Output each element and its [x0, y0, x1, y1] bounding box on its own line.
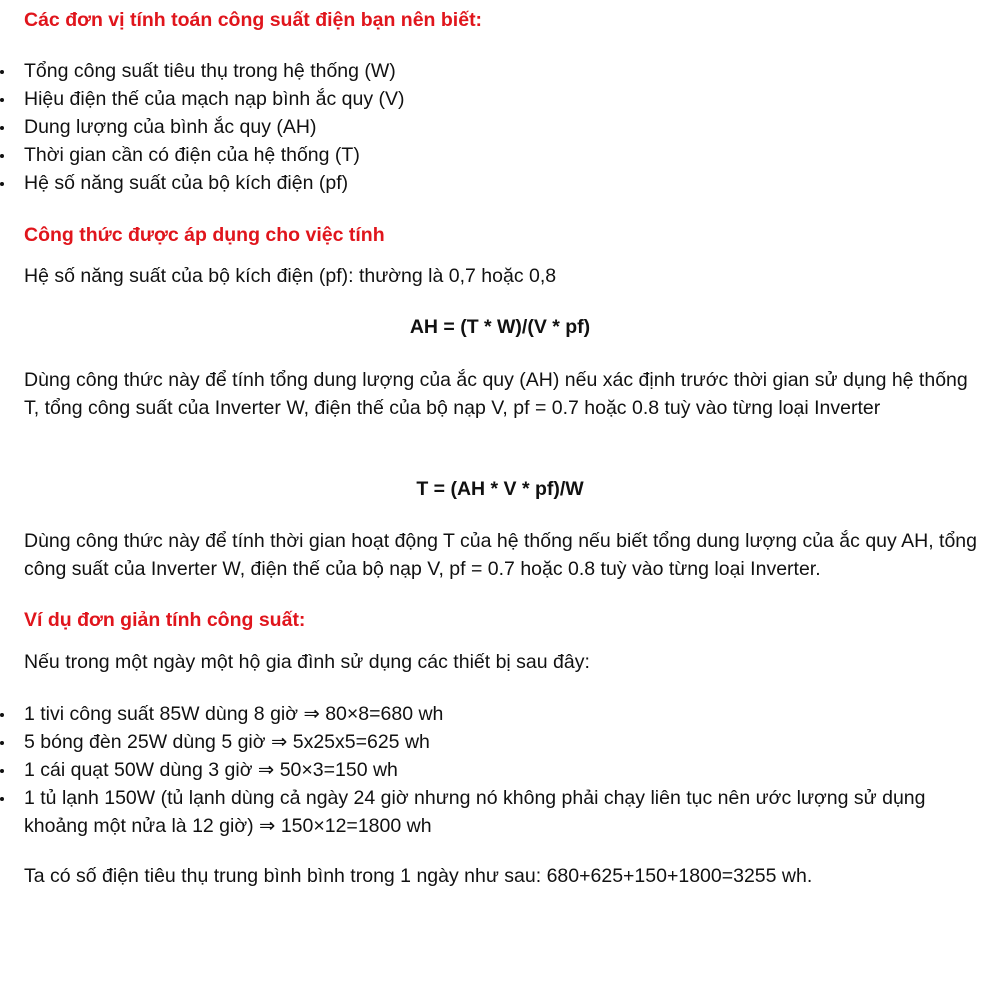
- example-heading: Ví dụ đơn giản tính công suất:: [24, 609, 306, 631]
- list-item: 1 tủ lạnh 150W (tủ lạnh dùng cả ngày 24 giờ nhưng nó không phải chạy liên tục nên ước lượng sử dụng khoảng một nửa là 12 giờ) ⇒ 150×12=1800 wh: [0, 784, 990, 840]
- bullet-icon: [0, 98, 4, 102]
- list-item: 1 cái quạt 50W dùng 3 giờ ⇒ 50×3=150 wh: [0, 756, 990, 784]
- units-heading: Các đơn vị tính toán công suất điện bạn nên biết:: [24, 9, 483, 31]
- bullet-icon: [0, 154, 4, 158]
- units-list: [0, 57, 990, 197]
- pf-note: Hệ số năng suất của bộ kích điện (pf): thường là 0,7 hoặc 0,8: [24, 265, 557, 287]
- bullet-icon: [0, 182, 4, 186]
- formula-t-description: Dùng công thức này để tính thời gian hoạt động T của hệ thống nếu biết tổng dung lượng của ắc quy AH, tổng công suất của Inverter W, điện thế của bộ nạp V, pf = 0.7 hoặc 0.8 tuỳ vào từng loại Inverter.: [24, 530, 977, 580]
- list-item: Hệ số năng suất của bộ kích điện (pf): [0, 169, 990, 197]
- bullet-icon: [0, 769, 4, 773]
- bullet-icon: [0, 713, 4, 717]
- list-item: Tổng công suất tiêu thụ trong hệ thống (W): [0, 57, 990, 85]
- bullet-icon: [0, 126, 4, 130]
- example-intro: Nếu trong một ngày một hộ gia đình sử dụng các thiết bị sau đây:: [24, 651, 590, 673]
- formula-heading: Công thức được áp dụng cho việc tính: [24, 224, 385, 246]
- list-item: 1 tivi công suất 85W dùng 8 giờ ⇒ 80×8=680 wh: [0, 700, 990, 728]
- bullet-icon: [0, 70, 4, 74]
- formula-t: T = (AH * V * pf)/W: [416, 478, 584, 500]
- bullet-icon: [0, 741, 4, 745]
- consumption-summary: Ta có số điện tiêu thụ trung bình bình trong 1 ngày như sau: 680+625+150+1800=3255 wh.: [24, 865, 813, 887]
- bullet-icon: [0, 797, 4, 801]
- list-item: 5 bóng đèn 25W dùng 5 giờ ⇒ 5x25x5=625 wh: [0, 728, 990, 756]
- formula-ah: AH = (T * W)/(V * pf): [409, 316, 591, 338]
- list-item: Hiệu điện thế của mạch nạp bình ắc quy (V): [0, 85, 990, 113]
- devices-list: [0, 700, 990, 840]
- formula-ah-description: Dùng công thức này để tính tổng dung lượng của ắc quy (AH) nếu xác định trước thời gian sử dụng hệ thống T, tổng công suất của Inverter W, điện thế của bộ nạp V, pf = 0.7 hoặc 0.8 tuỳ vào từng loại Inverter: [24, 369, 968, 419]
- list-item: Thời gian cần có điện của hệ thống (T): [0, 141, 990, 169]
- list-item: Dung lượng của bình ắc quy (AH): [0, 113, 990, 141]
